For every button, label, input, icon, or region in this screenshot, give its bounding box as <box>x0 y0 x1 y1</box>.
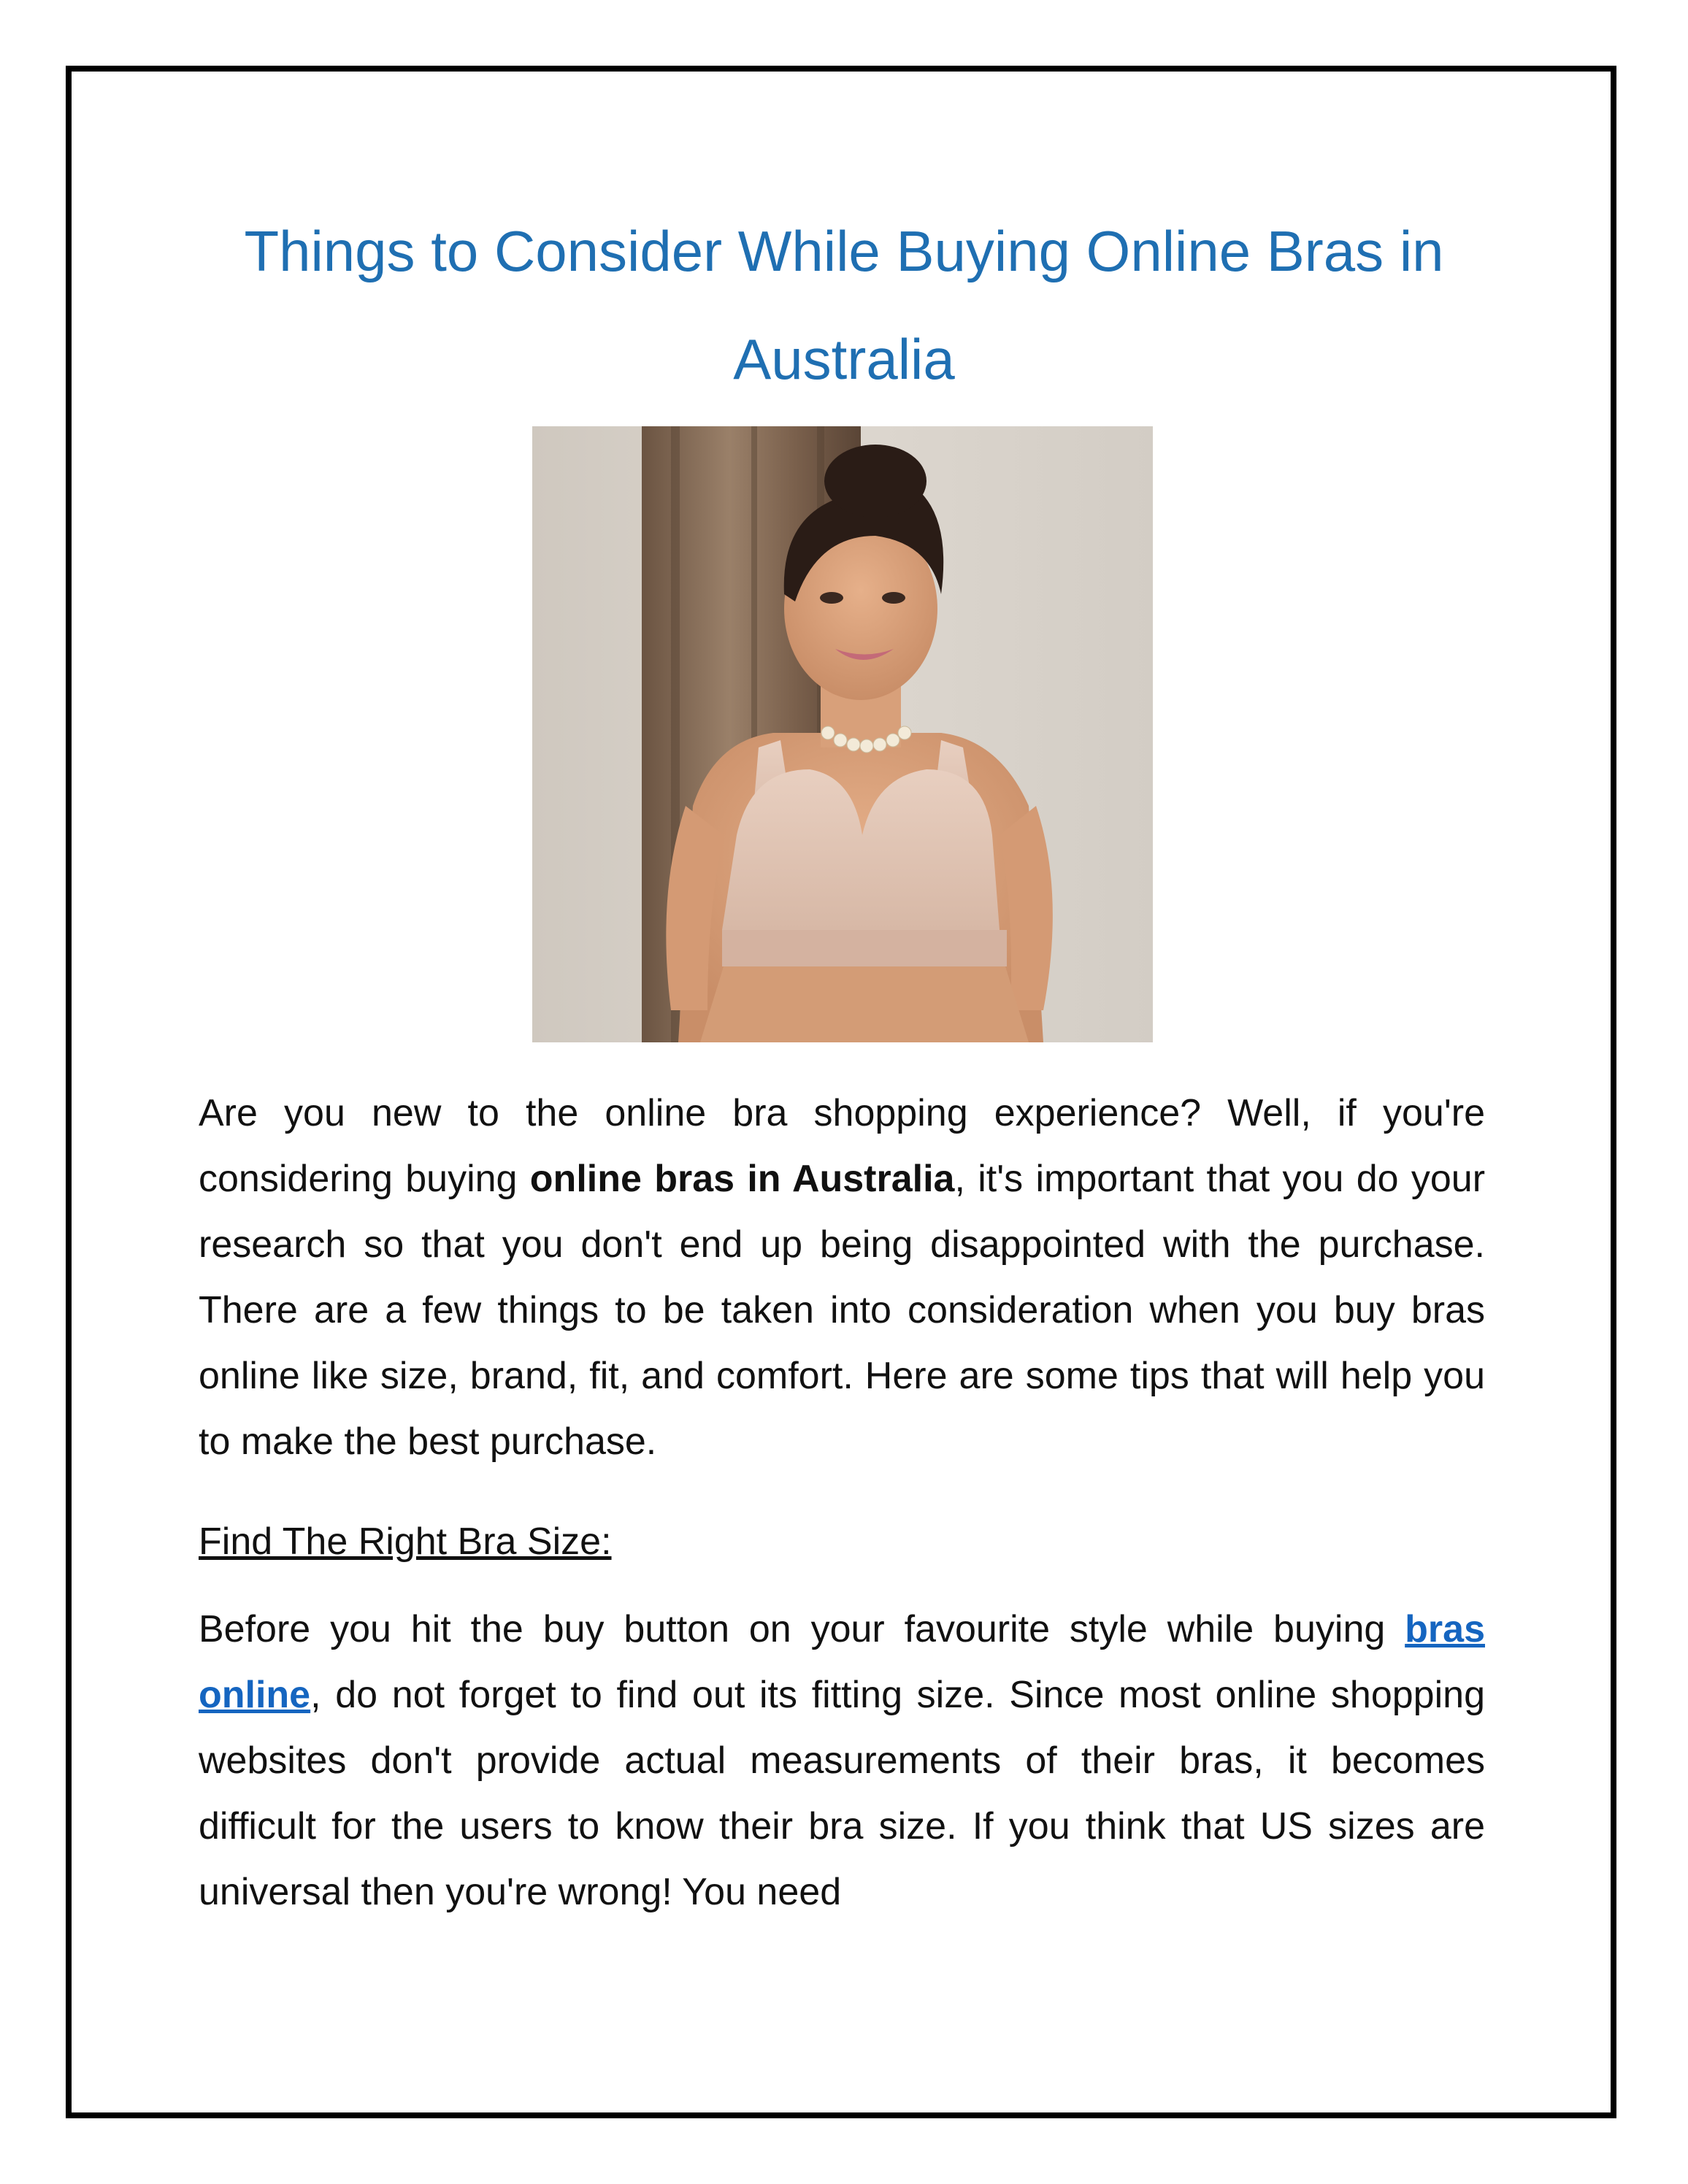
size-paragraph <box>199 1596 1485 1925</box>
product-photo <box>532 426 1153 1042</box>
section-heading: Find The Right Bra Size: <box>199 1520 612 1563</box>
intro-text-end: , it's important that you do your research so that you don't end up being disappointed with the purchase. There are a few things to be taken into consideration when you buy bras online like size, brand, fit, and comfort. Here are some tips that will help you to make the best purchase. <box>199 1158 1486 1463</box>
intro-bold-phrase: online bras in Australia <box>529 1158 955 1200</box>
size-text-start: Before you hit the buy button on your favourite style while buying <box>199 1608 1405 1650</box>
size-text-end: , do not forget to find out its fitting size. Since most online shopping websites don't provide actual measurements of their bras, it becomes difficult for the users to know their bra size. If you think that US sizes are universal then you're wrong! You need <box>199 1674 1485 1913</box>
document-title: Things to Consider While Buying Online Bras in Australia <box>244 219 1444 391</box>
intro-paragraph <box>199 1080 1485 1474</box>
intro-text-start: Are you new to the online bra shopping experience? Well, if you're considering buying <box>199 1092 1485 1200</box>
bras-online-link[interactable]: bras online <box>199 1608 1485 1716</box>
